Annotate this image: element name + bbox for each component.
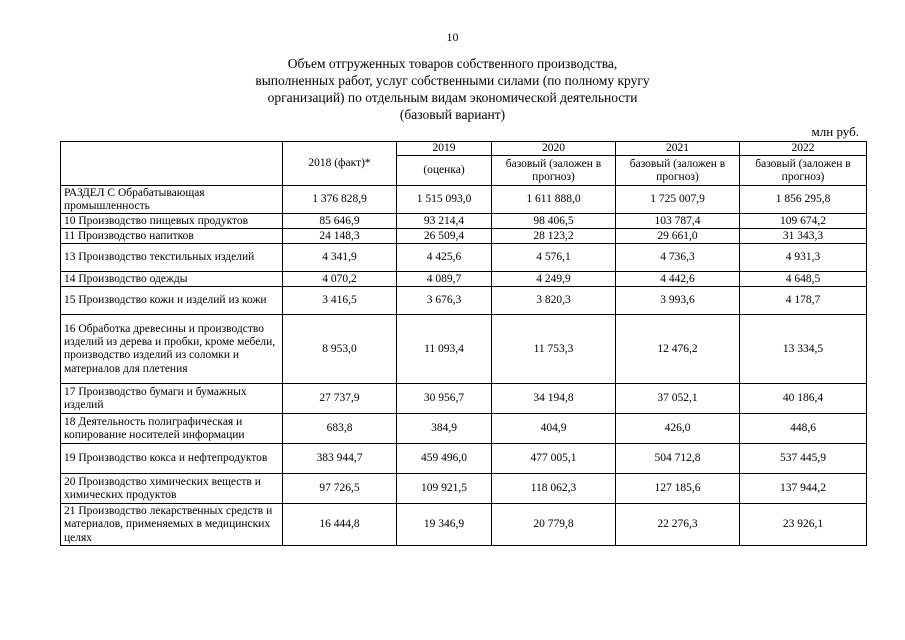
row-label: 13 Производство текстильных изделий [61, 244, 283, 272]
subheader-2019: (оценка) [397, 156, 492, 186]
value-cell: 4 089,7 [397, 272, 492, 287]
title-line: Объем отгруженных товаров собственного производства, [287, 56, 618, 71]
table-title [0, 55, 905, 123]
value-cell: 1 515 093,0 [397, 186, 492, 214]
value-cell: 3 993,6 [616, 287, 740, 315]
header-2020: 2020 [492, 142, 616, 156]
value-cell: 109 921,5 [397, 474, 492, 504]
value-cell: 16 444,8 [283, 504, 397, 546]
value-cell: 109 674,2 [740, 214, 867, 229]
row-label: 17 Производство бумаги и бумажных изделий [61, 384, 283, 414]
title-line: (базовый вариант) [399, 107, 506, 122]
value-cell: 4 178,7 [740, 287, 867, 315]
value-cell: 683,8 [283, 414, 397, 444]
title-line: организаций) по отдельным видам экономической деятельности [267, 90, 638, 105]
value-cell: 384,9 [397, 414, 492, 444]
header-2019: 2019 [397, 142, 492, 156]
value-cell: 4 249,9 [492, 272, 616, 287]
table-row [61, 244, 867, 272]
subheader-2020: базовый (заложен в прогноз) [492, 156, 616, 186]
value-cell: 40 186,4 [740, 384, 867, 414]
value-cell: 37 052,1 [616, 384, 740, 414]
value-cell: 137 944,2 [740, 474, 867, 504]
header-2018: 2018 (факт)* [283, 142, 397, 186]
value-cell: 118 062,3 [492, 474, 616, 504]
table-row [61, 504, 867, 546]
value-cell: 1 611 888,0 [492, 186, 616, 214]
header-2022: 2022 [740, 142, 867, 156]
value-cell: 448,6 [740, 414, 867, 444]
units-label: млн руб. [811, 124, 859, 139]
table-row [61, 384, 867, 414]
value-cell: 537 445,9 [740, 444, 867, 474]
row-label: 21 Производство лекарственных средств и материалов, применяемых в медицинских целях [61, 504, 283, 546]
value-cell: 1 856 295,8 [740, 186, 867, 214]
value-cell: 12 476,2 [616, 315, 740, 384]
table-row [61, 444, 867, 474]
value-cell: 93 214,4 [397, 214, 492, 229]
table-row [61, 474, 867, 504]
page-number: 10 [446, 30, 459, 44]
row-label: 18 Деятельность полиграфическая и копирование носителей информации [61, 414, 283, 444]
value-cell: 23 926,1 [740, 504, 867, 546]
value-cell: 4 576,1 [492, 244, 616, 272]
value-cell: 426,0 [616, 414, 740, 444]
header-empty-cell [61, 142, 283, 186]
value-cell: 4 425,6 [397, 244, 492, 272]
table-row [61, 315, 867, 384]
table-row [61, 272, 867, 287]
value-cell: 4 341,9 [283, 244, 397, 272]
value-cell: 383 944,7 [283, 444, 397, 474]
value-cell: 97 726,5 [283, 474, 397, 504]
header-2021: 2021 [616, 142, 740, 156]
row-label: 16 Обработка древесины и производство изделий из дерева и пробки, кроме мебели, производство изделий из соломки и материалов для плетения [61, 315, 283, 384]
value-cell: 11 753,3 [492, 315, 616, 384]
value-cell: 22 276,3 [616, 504, 740, 546]
value-cell: 4 648,5 [740, 272, 867, 287]
value-cell: 31 343,3 [740, 229, 867, 244]
table-body [61, 186, 867, 546]
row-label: 14 Производство одежды [61, 272, 283, 287]
value-cell: 34 194,8 [492, 384, 616, 414]
value-cell: 8 953,0 [283, 315, 397, 384]
value-cell: 4 931,3 [740, 244, 867, 272]
value-cell: 11 093,4 [397, 315, 492, 384]
row-label: 15 Производство кожи и изделий из кожи [61, 287, 283, 315]
row-label: 20 Производство химических веществ и химических продуктов [61, 474, 283, 504]
row-label: 11 Производство напитков [61, 229, 283, 244]
value-cell: 27 737,9 [283, 384, 397, 414]
table-row [61, 414, 867, 444]
value-cell: 459 496,0 [397, 444, 492, 474]
value-cell: 24 148,3 [283, 229, 397, 244]
subheader-2022: базовый (заложен в прогноз) [740, 156, 867, 186]
title-line: выполненных работ, услуг собственными силами (по полному кругу [255, 73, 650, 88]
value-cell: 1 725 007,9 [616, 186, 740, 214]
value-cell: 98 406,5 [492, 214, 616, 229]
value-cell: 3 416,5 [283, 287, 397, 315]
value-cell: 29 661,0 [616, 229, 740, 244]
value-cell: 4 070,2 [283, 272, 397, 287]
subheader-2021: базовый (заложен в прогноз) [616, 156, 740, 186]
table-row [61, 186, 867, 214]
table-row [61, 229, 867, 244]
value-cell: 477 005,1 [492, 444, 616, 474]
value-cell: 85 646,9 [283, 214, 397, 229]
row-label: РАЗДЕЛ С Обрабатывающая промышленность [61, 186, 283, 214]
row-label: 10 Производство пищевых продуктов [61, 214, 283, 229]
data-table [60, 141, 867, 546]
value-cell: 20 779,8 [492, 504, 616, 546]
table-row [61, 287, 867, 315]
value-cell: 404,9 [492, 414, 616, 444]
value-cell: 26 509,4 [397, 229, 492, 244]
value-cell: 103 787,4 [616, 214, 740, 229]
value-cell: 3 820,3 [492, 287, 616, 315]
value-cell: 13 334,5 [740, 315, 867, 384]
value-cell: 3 676,3 [397, 287, 492, 315]
value-cell: 4 442,6 [616, 272, 740, 287]
row-label: 19 Производство кокса и нефтепродуктов [61, 444, 283, 474]
value-cell: 30 956,7 [397, 384, 492, 414]
value-cell: 4 736,3 [616, 244, 740, 272]
value-cell: 28 123,2 [492, 229, 616, 244]
table-row [61, 214, 867, 229]
value-cell: 1 376 828,9 [283, 186, 397, 214]
value-cell: 504 712,8 [616, 444, 740, 474]
value-cell: 19 346,9 [397, 504, 492, 546]
value-cell: 127 185,6 [616, 474, 740, 504]
